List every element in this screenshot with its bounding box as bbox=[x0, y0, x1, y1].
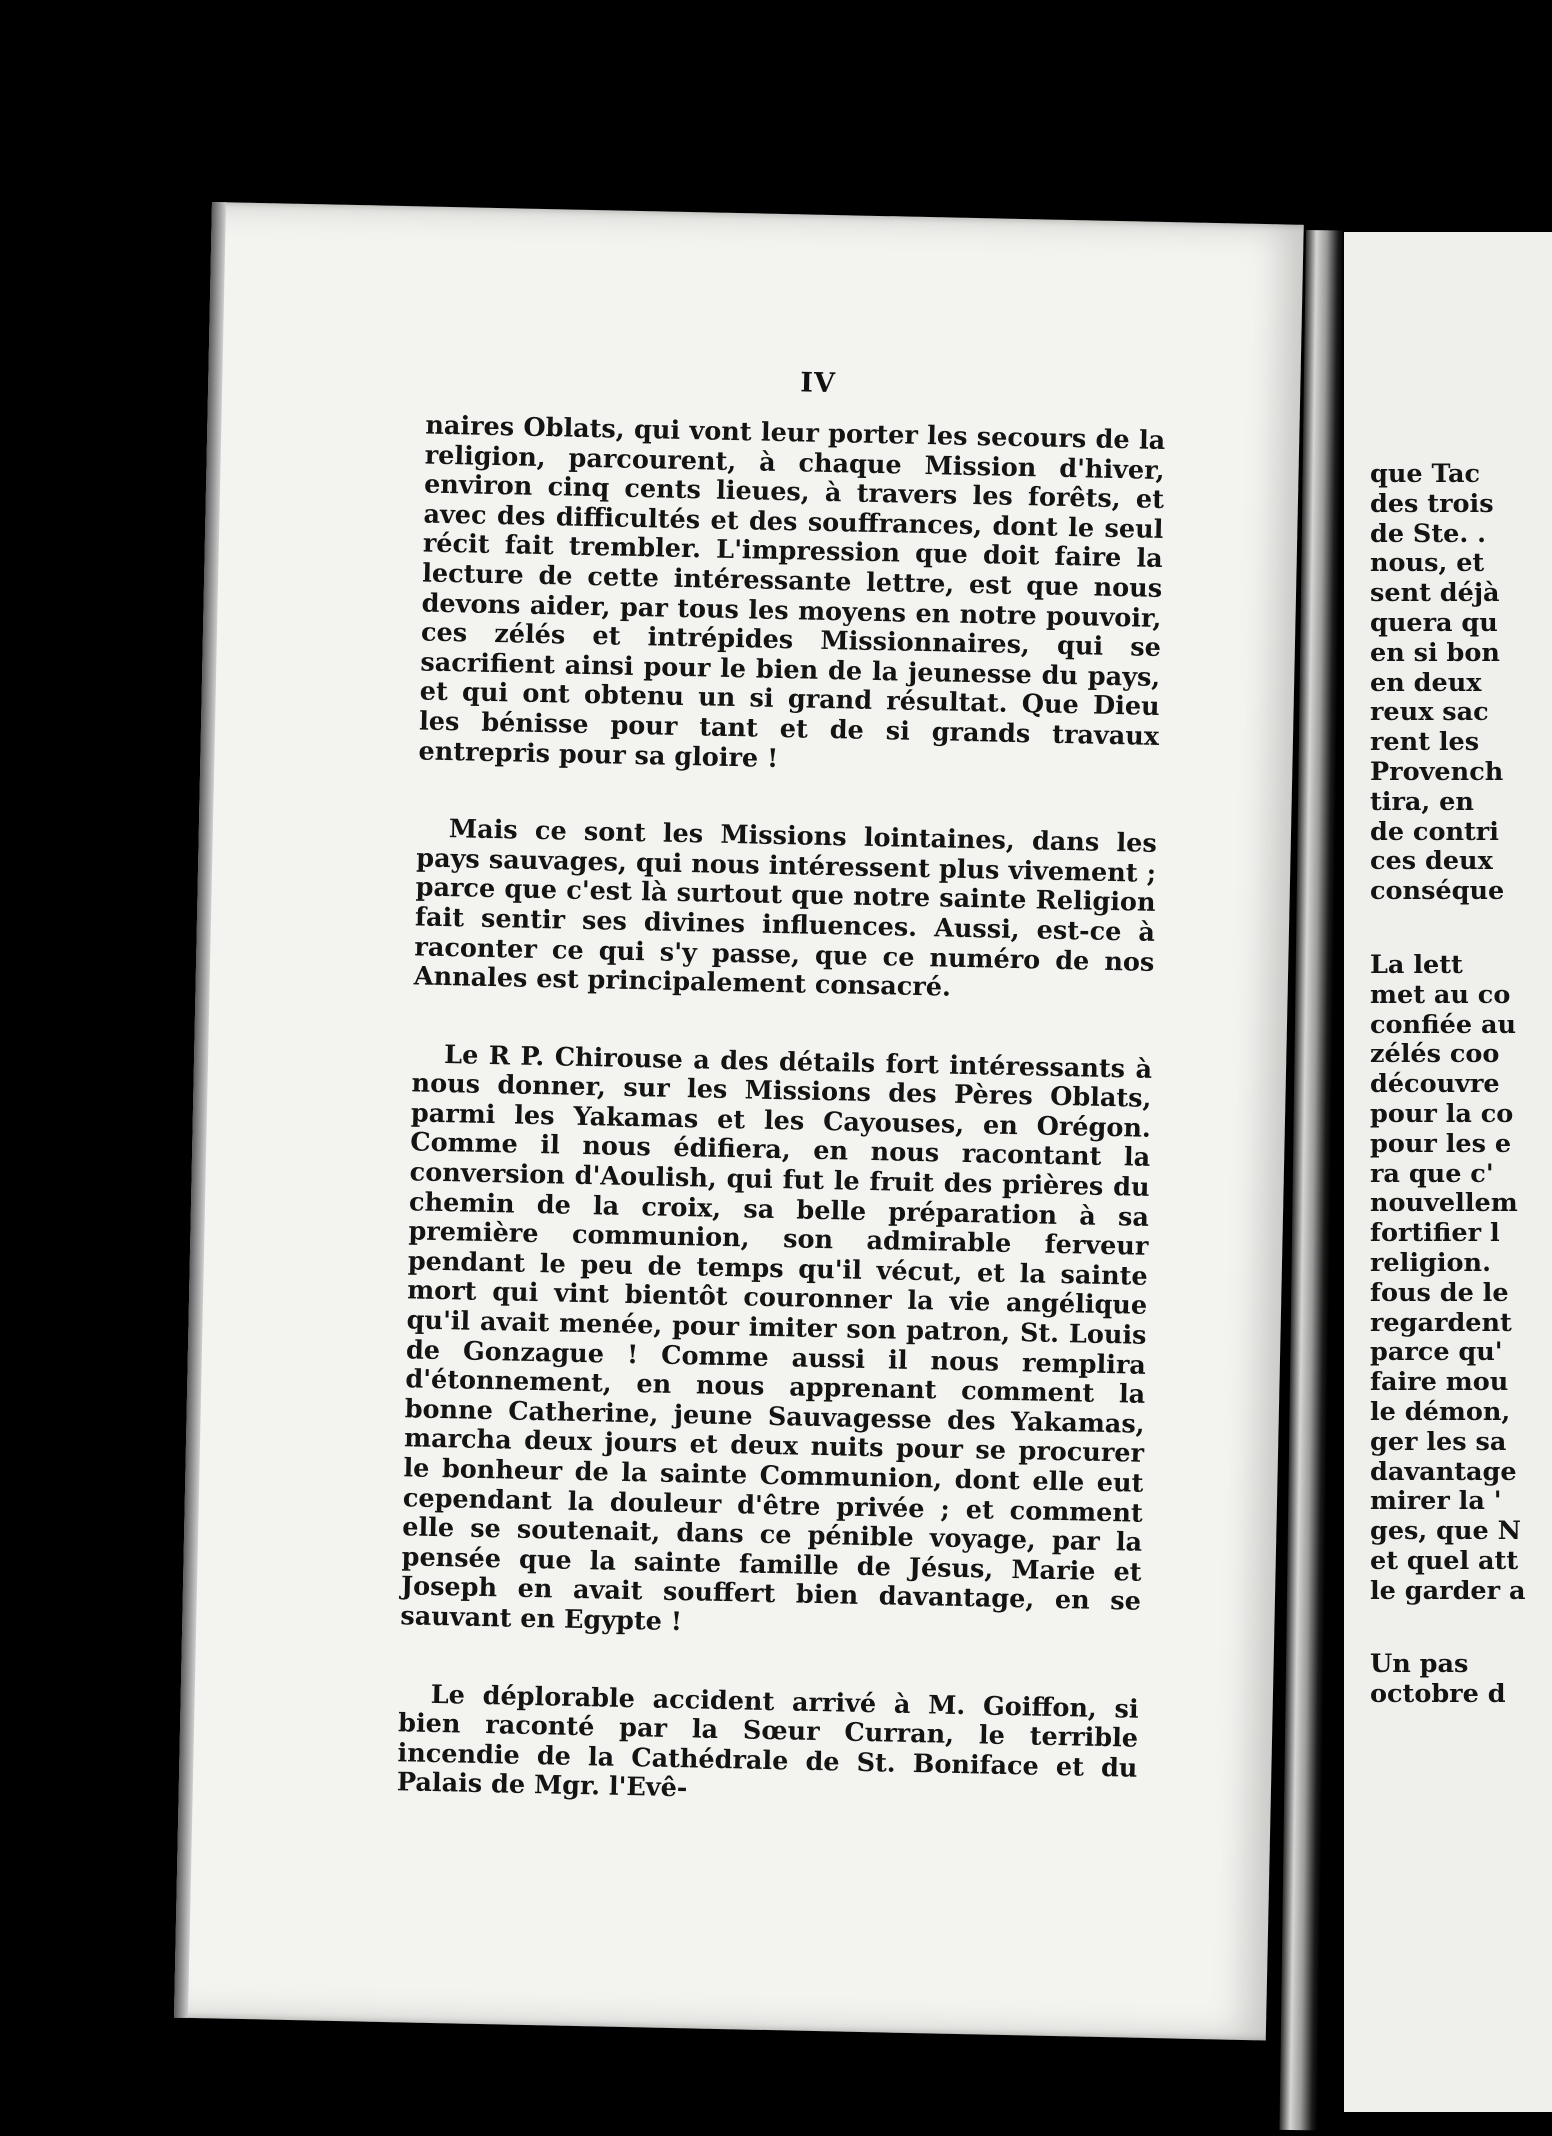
right-line: zélés coo bbox=[1370, 1039, 1500, 1070]
paragraph-2: Mais ce sont les Missions lointaines, dans les pays sauvages, qui nous intéressent plus vivement ; parce que c'est là surtout que notre sainte Religion fait sentir ses divines influences. Aussi, est-ce à raconter ce qui s'y passe, que ce numéro de nos Annales est principalement consacré. bbox=[413, 814, 1158, 1003]
right-page-text bbox=[1370, 460, 1552, 1710]
right-line: nouvellem bbox=[1370, 1188, 1518, 1219]
right-line: conséque bbox=[1370, 876, 1505, 907]
right-line: octobre d bbox=[1370, 1679, 1506, 1710]
right-line: pour les e bbox=[1370, 1128, 1512, 1159]
right-line: découvre bbox=[1370, 1069, 1500, 1100]
right-line: mirer la ' bbox=[1370, 1486, 1502, 1517]
right-line: des trois bbox=[1370, 488, 1494, 519]
right-line: religion. bbox=[1370, 1247, 1491, 1278]
right-line: fous de le bbox=[1370, 1277, 1509, 1308]
right-line: le garder a bbox=[1370, 1575, 1526, 1606]
left-page bbox=[174, 202, 1304, 2040]
paragraph-4: Le déplorable accident arrivé à M. Goiffon, si bien raconté par la Sœur Curran, le terrible incendie de la Cathédrale de St. Boniface et du Palais de Mgr. l'Evê- bbox=[396, 1679, 1139, 1804]
right-line: ra que c' bbox=[1370, 1158, 1494, 1189]
right-line: rent les bbox=[1370, 727, 1480, 758]
right-line: fortifier l bbox=[1370, 1218, 1500, 1249]
page-edge bbox=[174, 202, 226, 2018]
right-line: que Tac bbox=[1370, 459, 1481, 489]
right-line: tira, en bbox=[1370, 786, 1474, 817]
right-line: met au co bbox=[1370, 979, 1511, 1010]
right-line: en si bon bbox=[1370, 637, 1500, 668]
right-line: quera qu bbox=[1370, 607, 1498, 638]
right-line: nous, et bbox=[1370, 548, 1485, 579]
right-line: pour la co bbox=[1370, 1098, 1514, 1129]
right-line: Un pas bbox=[1370, 1649, 1469, 1680]
body-text bbox=[397, 412, 1166, 1814]
right-line: de Ste. . bbox=[1370, 518, 1486, 549]
right-line: davantage bbox=[1370, 1456, 1517, 1487]
right-line: le démon, bbox=[1370, 1396, 1511, 1427]
right-line: ger les sa bbox=[1370, 1426, 1507, 1457]
right-line: parce qu' bbox=[1370, 1337, 1503, 1368]
right-line: sent déjà bbox=[1370, 578, 1500, 609]
paragraph-3: Le R P. Chirouse a des détails fort intéressants à nous donner, sur les Missions des Pères Oblats, parmi les Yakamas et les Cayouses, en Orégon. Comme il nous édifiera, en nous racontant la conversion d'Aoulish, qui fut le fruit des prières du chemin de la croix, sa belle préparation à sa première communion, son admirable ferveur pendant le peu de temps qu'il vécut, et la sainte mort qui vint bientôt couronner la vie angélique qu'il avait menée, pour imiter son patron, St. Louis de Gonzague ! Comme aussi il nous remplira d'étonnement, en nous apprenant comment la bonne Catherine, jeune Sauvagesse des Yakamas, marcha deux jours et deux nuits pour se procurer le bonheur de la sainte Communion, dont elle eut cependant la douleur d'être privée ; et comment elle se soutenait, dans ce pénible voyage, par la pensée que la sainte famille de Jésus, Marie et Joseph en avait souffert bien davantage, en se sauvant en Egypte ! bbox=[400, 1039, 1153, 1638]
right-line: faire mou bbox=[1370, 1367, 1509, 1398]
right-line: confiée au bbox=[1370, 1009, 1517, 1040]
right-line: ges, que N bbox=[1370, 1516, 1521, 1547]
right-line: et quel att bbox=[1370, 1545, 1519, 1576]
right-page bbox=[1344, 232, 1552, 2112]
right-line: reux sac bbox=[1370, 697, 1489, 728]
right-line: regardent bbox=[1370, 1307, 1512, 1338]
right-line: en deux bbox=[1370, 667, 1482, 698]
right-line: La lett bbox=[1370, 949, 1463, 980]
right-line: Provench bbox=[1370, 756, 1504, 787]
paragraph-1: naires Oblats, qui vont leur porter les secours de la religion, parcourent, à chaque Mission d'hiver, environ cinq cents lieues, à travers les forêts, et avec des difficultés et des souffrances, dont le seul récit fait trembler. L'impression que doit faire la lecture de cette intéressante lettre, est que nous devons aider, par tous les moyens en notre pouvoir, ces zélés et intrépides Missionnaires, qui se sacrifient ainsi pour le bien de la jeunesse du pays, et qui ont obtenu un si grand résultat. Que Dieu les bénisse pour tant et de si grands travaux entrepris pour sa gloire ! bbox=[418, 410, 1166, 774]
page-number: IV bbox=[800, 367, 837, 400]
right-line: de contri bbox=[1370, 816, 1499, 847]
right-line: ces deux bbox=[1370, 846, 1493, 877]
